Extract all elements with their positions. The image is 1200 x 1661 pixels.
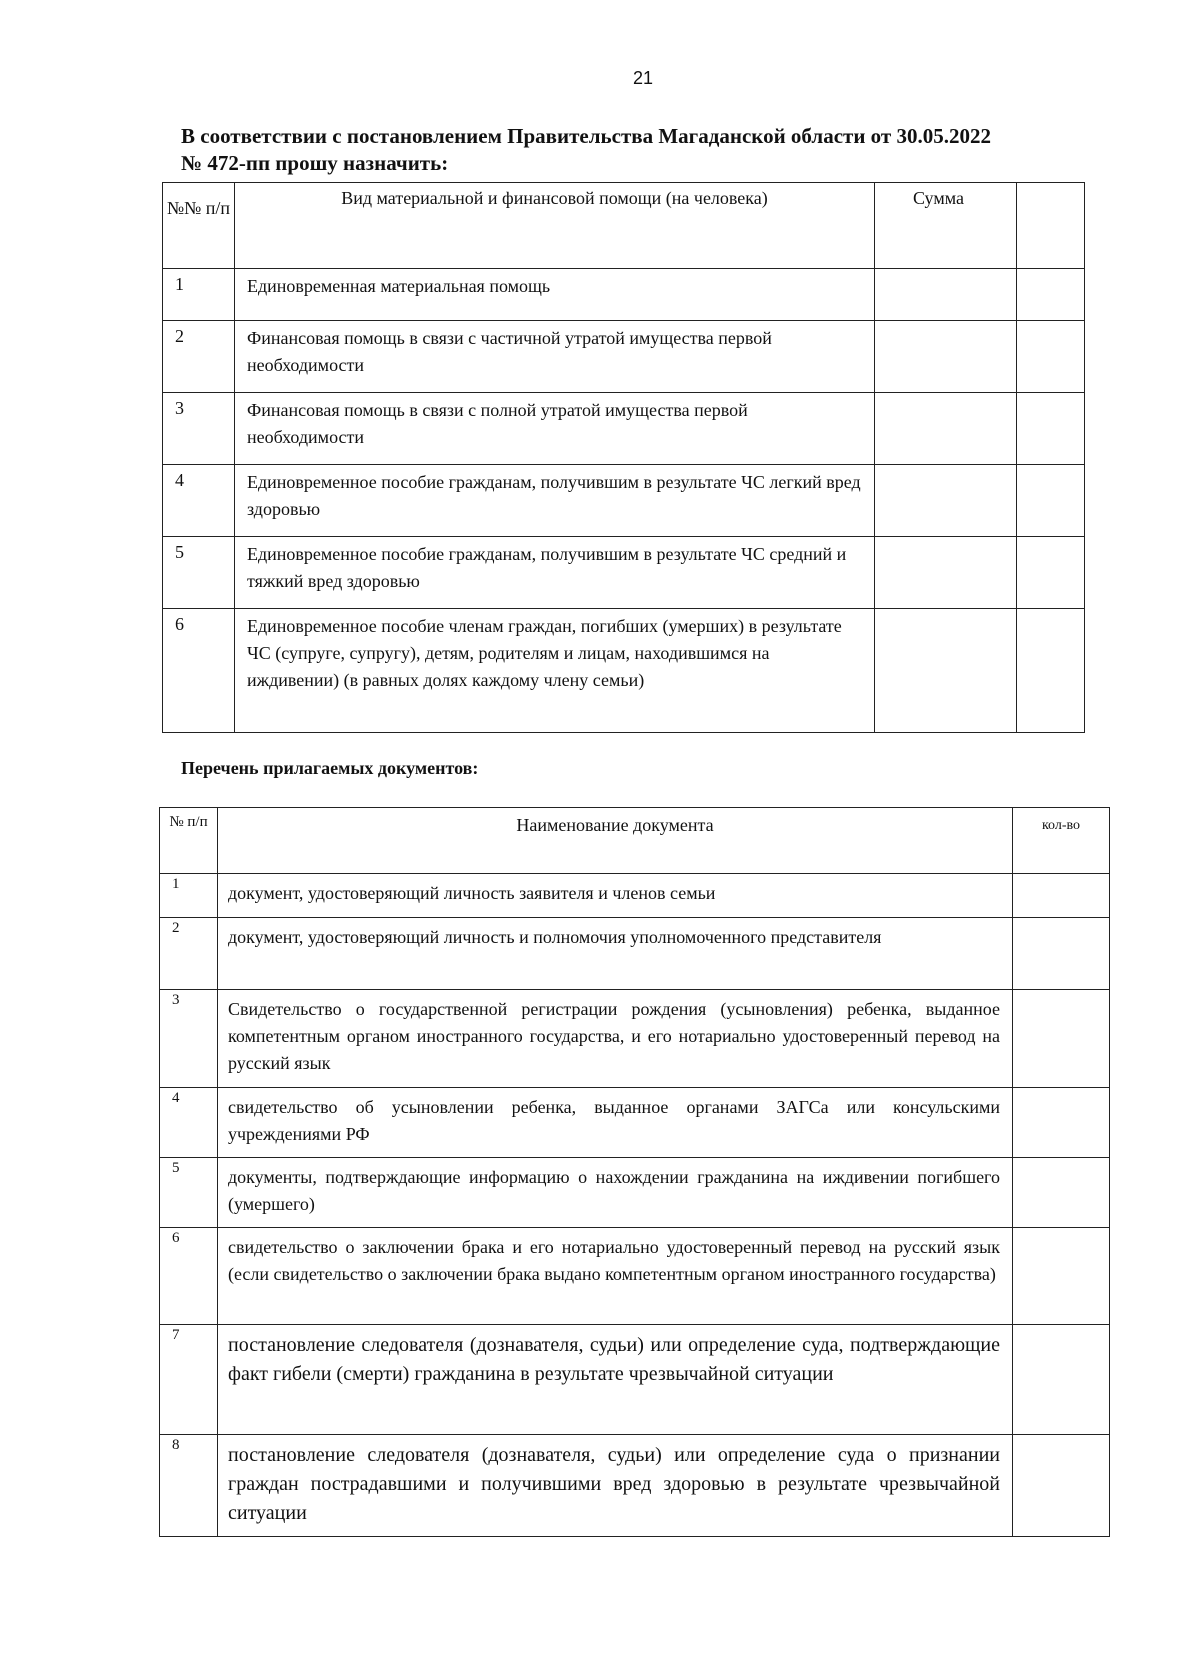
docs-table-header-row: [160, 808, 1110, 874]
doc-row-num: 1: [160, 874, 218, 918]
aid-extra-cell[interactable]: [1017, 465, 1085, 537]
aid-sum-input[interactable]: [875, 393, 1017, 465]
doc-row-num: 4: [160, 1088, 218, 1158]
aid-row-text: Единовременное пособие гражданам, получившим в результате ЧС легкий вред здоровью: [235, 465, 875, 537]
aid-row-text: Финансовая помощь в связи с полной утратой имущества первой необходимости: [235, 393, 875, 465]
aid-header-num: №№ п/п: [163, 183, 235, 269]
aid-row-num: 4: [163, 465, 235, 537]
aid-extra-cell[interactable]: [1017, 609, 1085, 733]
table-row: [163, 465, 1085, 537]
doc-row-text: Свидетельство о государственной регистрации рождения (усыновления) ребенка, выданное компетентным органом иностранного государства, и его нотариально удостоверенный перевод на русский язык: [218, 990, 1013, 1088]
aid-extra-cell[interactable]: [1017, 393, 1085, 465]
table-row: [160, 874, 1110, 918]
doc-row-text: постановление следователя (дознавателя, судьи) или определение суда о признании граждан пострадавшими и получившими вред здоровью в результате чрезвычайной ситуации: [218, 1435, 1013, 1537]
aid-sum-input[interactable]: [875, 537, 1017, 609]
intro-line-2: № 472-пп прошу назначить:: [181, 151, 449, 175]
table-row: [160, 990, 1110, 1088]
doc-row-text: документы, подтверждающие информацию о нахождении гражданина на иждивении погибшего (умершего): [218, 1158, 1013, 1228]
doc-qty-input[interactable]: [1013, 1088, 1110, 1158]
doc-row-num: 3: [160, 990, 218, 1088]
aid-row-num: 5: [163, 537, 235, 609]
aid-extra-cell[interactable]: [1017, 321, 1085, 393]
aid-extra-cell[interactable]: [1017, 269, 1085, 321]
docs-heading: Перечень прилагаемых документов:: [181, 758, 479, 778]
doc-qty-input[interactable]: [1013, 990, 1110, 1088]
aid-sum-input[interactable]: [875, 465, 1017, 537]
aid-sum-input[interactable]: [875, 609, 1017, 733]
doc-qty-input[interactable]: [1013, 874, 1110, 918]
aid-row-text: Единовременное пособие членам граждан, погибших (умерших) в результате ЧС (супруге, супругу), детям, родителям и лицам, находившимся на иждивении) (в равных долях каждому члену семьи): [235, 609, 875, 733]
doc-qty-input[interactable]: [1013, 1325, 1110, 1435]
doc-qty-input[interactable]: [1013, 1158, 1110, 1228]
docs-header-name: Наименование документа: [218, 808, 1013, 874]
doc-row-num: 6: [160, 1228, 218, 1325]
aid-extra-cell[interactable]: [1017, 537, 1085, 609]
aid-sum-input[interactable]: [875, 321, 1017, 393]
doc-qty-input[interactable]: [1013, 1228, 1110, 1325]
table-row: [160, 1228, 1110, 1325]
doc-row-num: 2: [160, 918, 218, 990]
aid-row-num: 1: [163, 269, 235, 321]
doc-row-num: 7: [160, 1325, 218, 1435]
aid-row-num: 3: [163, 393, 235, 465]
page-number: 21: [632, 68, 654, 88]
table-row: [160, 1088, 1110, 1158]
aid-row-text: Единовременная материальная помощь: [235, 269, 875, 321]
documents-table: [159, 807, 1110, 1537]
doc-row-text: свидетельство об усыновлении ребенка, выданное органами ЗАГСа или консульскими учреждениями РФ: [218, 1088, 1013, 1158]
table-row: [163, 393, 1085, 465]
aid-header-type: Вид материальной и финансовой помощи (на человека): [235, 183, 875, 269]
aid-header-extra: [1017, 183, 1085, 269]
doc-row-num: 8: [160, 1435, 218, 1537]
table-row: [160, 1325, 1110, 1435]
doc-row-text: документ, удостоверяющий личность и полномочия уполномоченного представителя: [218, 918, 1013, 990]
docs-header-qty: кол-во: [1013, 808, 1110, 874]
aid-header-sum: Сумма: [875, 183, 1017, 269]
aid-row-num: 6: [163, 609, 235, 733]
doc-qty-input[interactable]: [1013, 1435, 1110, 1537]
doc-row-text: документ, удостоверяющий личность заявителя и членов семьи: [218, 874, 1013, 918]
table-row: [160, 1435, 1110, 1537]
docs-header-num: № п/п: [160, 808, 218, 874]
doc-row-text: свидетельство о заключении брака и его нотариально удостоверенный перевод на русский язык (если свидетельство о заключении брака выдано компетентным органом иностранного государства): [218, 1228, 1013, 1325]
aid-row-num: 2: [163, 321, 235, 393]
table-row: [160, 918, 1110, 990]
table-row: [163, 537, 1085, 609]
table-row: [163, 609, 1085, 733]
intro-paragraph: [181, 123, 1121, 177]
aid-row-text: Финансовая помощь в связи с частичной утратой имущества первой необходимости: [235, 321, 875, 393]
table-row: [163, 321, 1085, 393]
table-row: [163, 269, 1085, 321]
doc-row-text: постановление следователя (дознавателя, судьи) или определение суда, подтверждающие факт гибели (смерти) гражданина в результате чрезвычайной ситуации: [218, 1325, 1013, 1435]
intro-line-1: В соответствии с постановлением Правительства Магаданской области от 30.05.2022: [181, 124, 991, 148]
aid-sum-input[interactable]: [875, 269, 1017, 321]
aid-table-header-row: [163, 183, 1085, 269]
aid-row-text: Единовременное пособие гражданам, получившим в результате ЧС средний и тяжкий вред здоровью: [235, 537, 875, 609]
table-row: [160, 1158, 1110, 1228]
aid-type-table: [162, 182, 1085, 733]
doc-row-num: 5: [160, 1158, 218, 1228]
doc-qty-input[interactable]: [1013, 918, 1110, 990]
